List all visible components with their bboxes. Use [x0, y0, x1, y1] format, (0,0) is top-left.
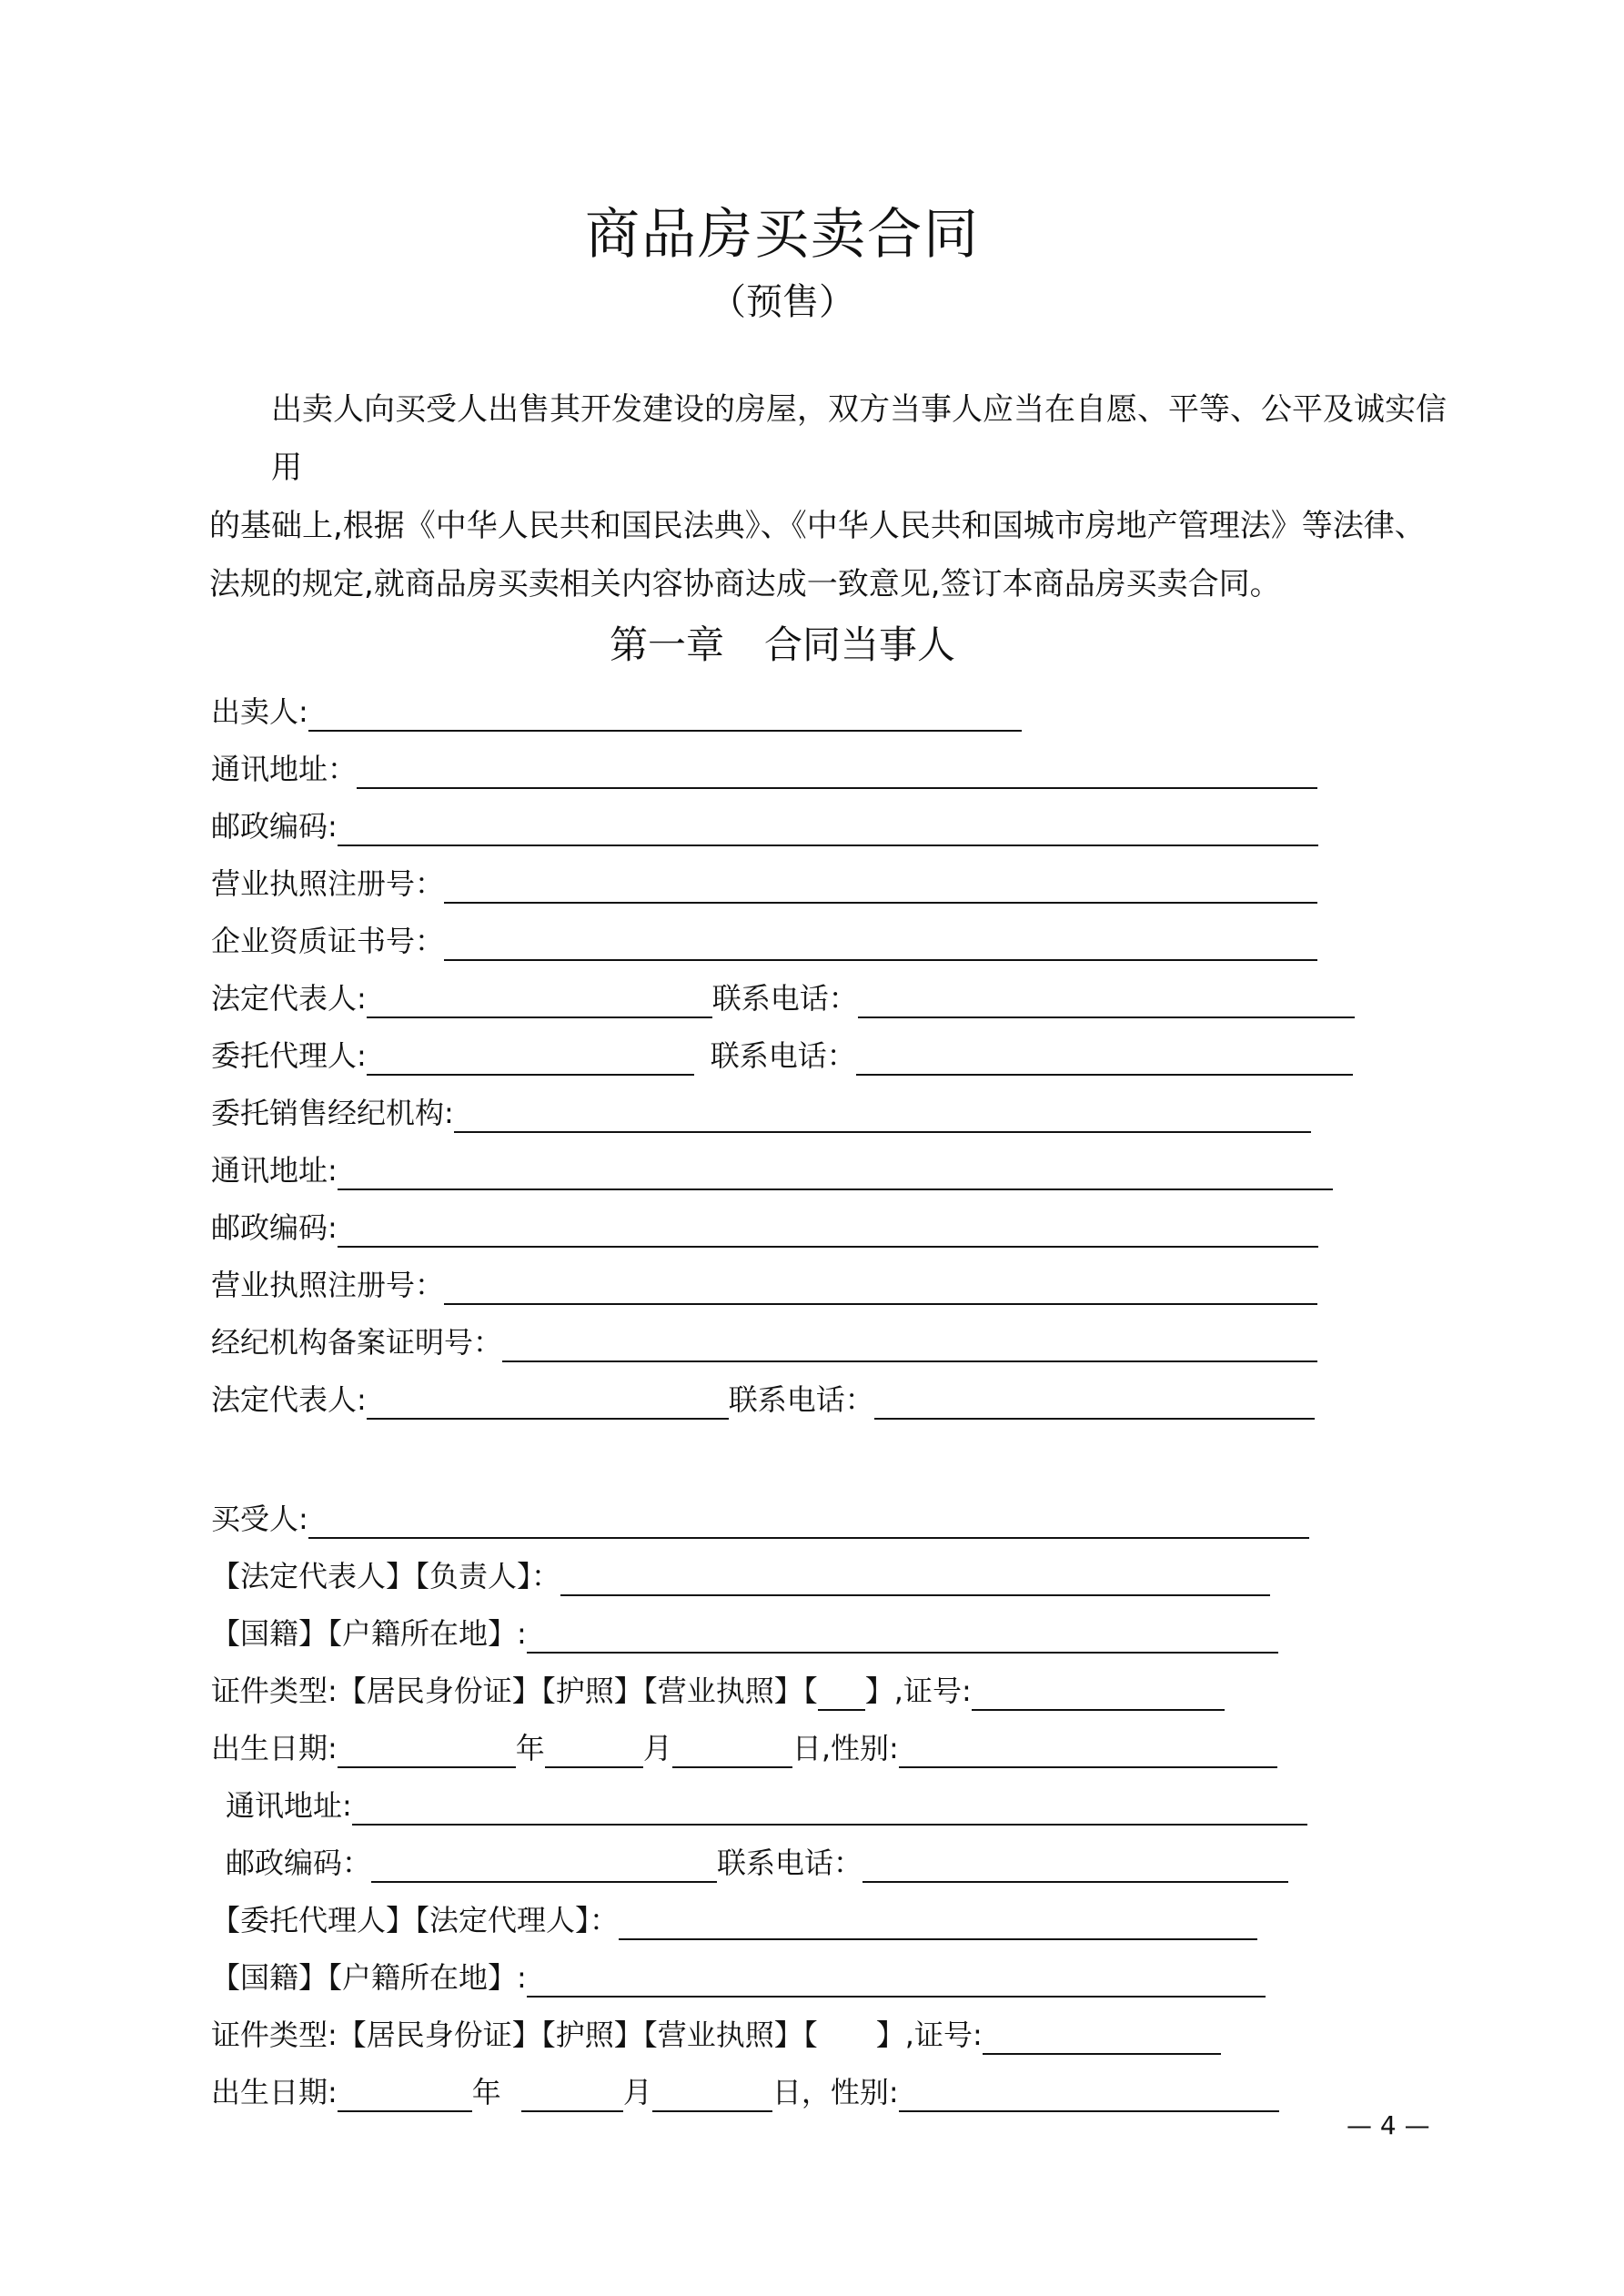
- broker-field[interactable]: [454, 1098, 1311, 1133]
- buyer-agent-row: [211, 1898, 1257, 1940]
- buyer-agent-birth-month-field[interactable]: [521, 2078, 623, 2112]
- seller-postcode-field[interactable]: [338, 812, 1318, 846]
- buyer-birth-row: [211, 1726, 1277, 1768]
- buyer-nationality-label: 【国籍】【户籍所在地】:: [211, 1616, 527, 1651]
- buyer-agent-year-label: 年: [471, 2075, 501, 2109]
- seller-legal-rep-row: [211, 976, 1355, 1018]
- buyer-postcode-field[interactable]: [371, 1848, 717, 1883]
- buyer-agent-birth-row: [211, 2070, 1279, 2112]
- buyer-postcode-label: 邮政编码：: [226, 1846, 372, 1880]
- broker-phone-field[interactable]: [874, 1385, 1315, 1420]
- buyer-agent-id-no-field[interactable]: [983, 2020, 1221, 2055]
- broker-address-label: 通讯地址:: [211, 1153, 338, 1188]
- buyer-row: [211, 1497, 1309, 1539]
- intro-line-2: 的基础上,根据《中华人民共和国民法典》、《中华人民共和国城市房地产管理法》等法律、: [209, 508, 1426, 544]
- broker-record-label: 经纪机构备案证明号：: [211, 1325, 503, 1360]
- seller-postcode-label: 邮政编码:: [211, 809, 338, 844]
- buyer-postcode-row: [226, 1841, 1288, 1883]
- broker-postcode-row: [211, 1206, 1318, 1248]
- broker-license-row: [211, 1263, 1317, 1305]
- intro-paragraph: [209, 380, 1447, 613]
- seller-label: 出卖人:: [211, 694, 308, 729]
- buyer-birth-day-field[interactable]: [672, 1734, 792, 1768]
- seller-agent-row: [211, 1034, 1353, 1076]
- buyer-month-label: 月: [642, 1731, 672, 1765]
- buyer-agent-day-gender-label: 日，性别:: [772, 2075, 899, 2109]
- seller-phone-label: 联系电话：: [711, 981, 858, 1016]
- broker-postcode-field[interactable]: [338, 1213, 1318, 1248]
- buyer-agent-id-type-other-field[interactable]: [818, 2020, 876, 2055]
- buyer-birth-month-field[interactable]: [545, 1734, 643, 1768]
- buyer-agent-label: 【委托代理人】【法定代理人】：: [211, 1903, 620, 1937]
- chapter-number: 第一章: [609, 622, 724, 667]
- buyer-agent-nationality-field[interactable]: [527, 1963, 1266, 1998]
- broker-label: 委托销售经纪机构:: [211, 1096, 454, 1130]
- broker-record-row: [211, 1320, 1317, 1362]
- buyer-nationality-row: [211, 1612, 1278, 1654]
- seller-qualification-label: 企业资质证书号：: [211, 924, 445, 958]
- intro-line-3: 法规的规定,就商品房买卖相关内容协商达成一致意见,签订本商品房买卖合同。: [209, 566, 1281, 602]
- seller-legal-rep-field[interactable]: [367, 984, 712, 1018]
- buyer-id-row: [211, 1669, 1225, 1711]
- chapter-name: 合同当事人: [764, 622, 956, 667]
- buyer-birth-year-field[interactable]: [338, 1734, 516, 1768]
- buyer-agent-id-type-label: 证件类型:【居民身份证】【护照】【营业执照】【: [211, 2018, 818, 2052]
- seller-license-field[interactable]: [444, 869, 1317, 904]
- buyer-birth-label: 出生日期:: [211, 1731, 338, 1765]
- buyer-agent-gender-field[interactable]: [899, 2078, 1279, 2112]
- buyer-agent-nationality-label: 【国籍】【户籍所在地】:: [211, 1960, 527, 1995]
- buyer-address-row: [226, 1784, 1307, 1826]
- buyer-agent-nationality-row: [211, 1956, 1266, 1998]
- seller-agent-field[interactable]: [367, 1041, 694, 1076]
- buyer-gender-field[interactable]: [899, 1734, 1277, 1768]
- broker-legal-rep-label: 法定代表人:: [211, 1382, 367, 1417]
- seller-license-row: [211, 862, 1317, 904]
- buyer-agent-field[interactable]: [619, 1906, 1257, 1940]
- chapter-heading: [0, 615, 1565, 675]
- buyer-phone-field[interactable]: [862, 1848, 1288, 1883]
- buyer-id-type-other-field[interactable]: [818, 1676, 865, 1711]
- seller-agent-phone-label: 联系电话：: [710, 1038, 856, 1073]
- broker-legal-rep-row: [211, 1378, 1315, 1420]
- seller-phone-field[interactable]: [858, 984, 1355, 1018]
- intro-line-1: 出卖人向买受人出售其开发建设的房屋，双方当事人应当在自愿、平等、公平及诚实信用: [271, 391, 1447, 486]
- broker-legal-rep-field[interactable]: [367, 1385, 729, 1420]
- buyer-id-type-label: 证件类型:【居民身份证】【护照】【营业执照】【: [211, 1674, 818, 1708]
- page-number: — 4 —: [1347, 2110, 1430, 2140]
- buyer-id-no-label: 】,证号:: [864, 1674, 972, 1708]
- buyer-agent-id-row: [211, 2013, 1221, 2055]
- broker-license-field[interactable]: [444, 1270, 1317, 1305]
- seller-postcode-row: [211, 804, 1318, 846]
- seller-license-label: 营业执照注册号：: [211, 866, 445, 901]
- buyer-address-label: 通讯地址:: [226, 1788, 352, 1823]
- seller-address-row: [211, 747, 1317, 789]
- buyer-id-no-field[interactable]: [972, 1676, 1225, 1711]
- seller-field[interactable]: [308, 697, 1022, 732]
- seller-row: [211, 690, 1022, 732]
- buyer-field[interactable]: [308, 1504, 1309, 1539]
- broker-address-field[interactable]: [338, 1156, 1333, 1190]
- broker-phone-label: 联系电话：: [728, 1382, 874, 1417]
- broker-record-field[interactable]: [502, 1328, 1317, 1362]
- seller-agent-phone-field[interactable]: [856, 1041, 1353, 1076]
- broker-row: [211, 1091, 1311, 1133]
- buyer-agent-id-no-label: 】,证号:: [875, 2018, 983, 2052]
- buyer-agent-birth-label: 出生日期:: [211, 2075, 338, 2109]
- buyer-year-label: 年: [515, 1731, 545, 1765]
- document-subtitle: （预售）: [710, 281, 855, 323]
- buyer-agent-birth-year-field[interactable]: [338, 2078, 472, 2112]
- buyer-legal-rep-row: [211, 1554, 1270, 1596]
- document-title: 商品房买卖合同: [585, 203, 980, 267]
- buyer-legal-rep-field[interactable]: [560, 1562, 1270, 1596]
- buyer-address-field[interactable]: [352, 1791, 1307, 1826]
- seller-legal-rep-label: 法定代表人:: [211, 981, 367, 1016]
- buyer-phone-label: 联系电话：: [717, 1846, 863, 1880]
- buyer-agent-month-label: 月: [622, 2075, 652, 2109]
- buyer-label: 买受人:: [211, 1502, 308, 1536]
- buyer-legal-rep-label: 【法定代表人】【负责人】：: [211, 1559, 561, 1593]
- seller-agent-label: 委托代理人:: [211, 1038, 367, 1073]
- buyer-agent-birth-day-field[interactable]: [652, 2078, 772, 2112]
- seller-qualification-row: [211, 919, 1317, 961]
- buyer-day-gender-label: 日,性别:: [792, 1731, 899, 1765]
- buyer-nationality-field[interactable]: [527, 1619, 1278, 1654]
- seller-qualification-field[interactable]: [444, 926, 1317, 961]
- seller-address-label: 通讯地址：: [211, 752, 358, 786]
- broker-postcode-label: 邮政编码:: [211, 1210, 338, 1245]
- broker-address-row: [211, 1148, 1333, 1190]
- broker-license-label: 营业执照注册号：: [211, 1268, 445, 1302]
- seller-address-field[interactable]: [357, 754, 1317, 789]
